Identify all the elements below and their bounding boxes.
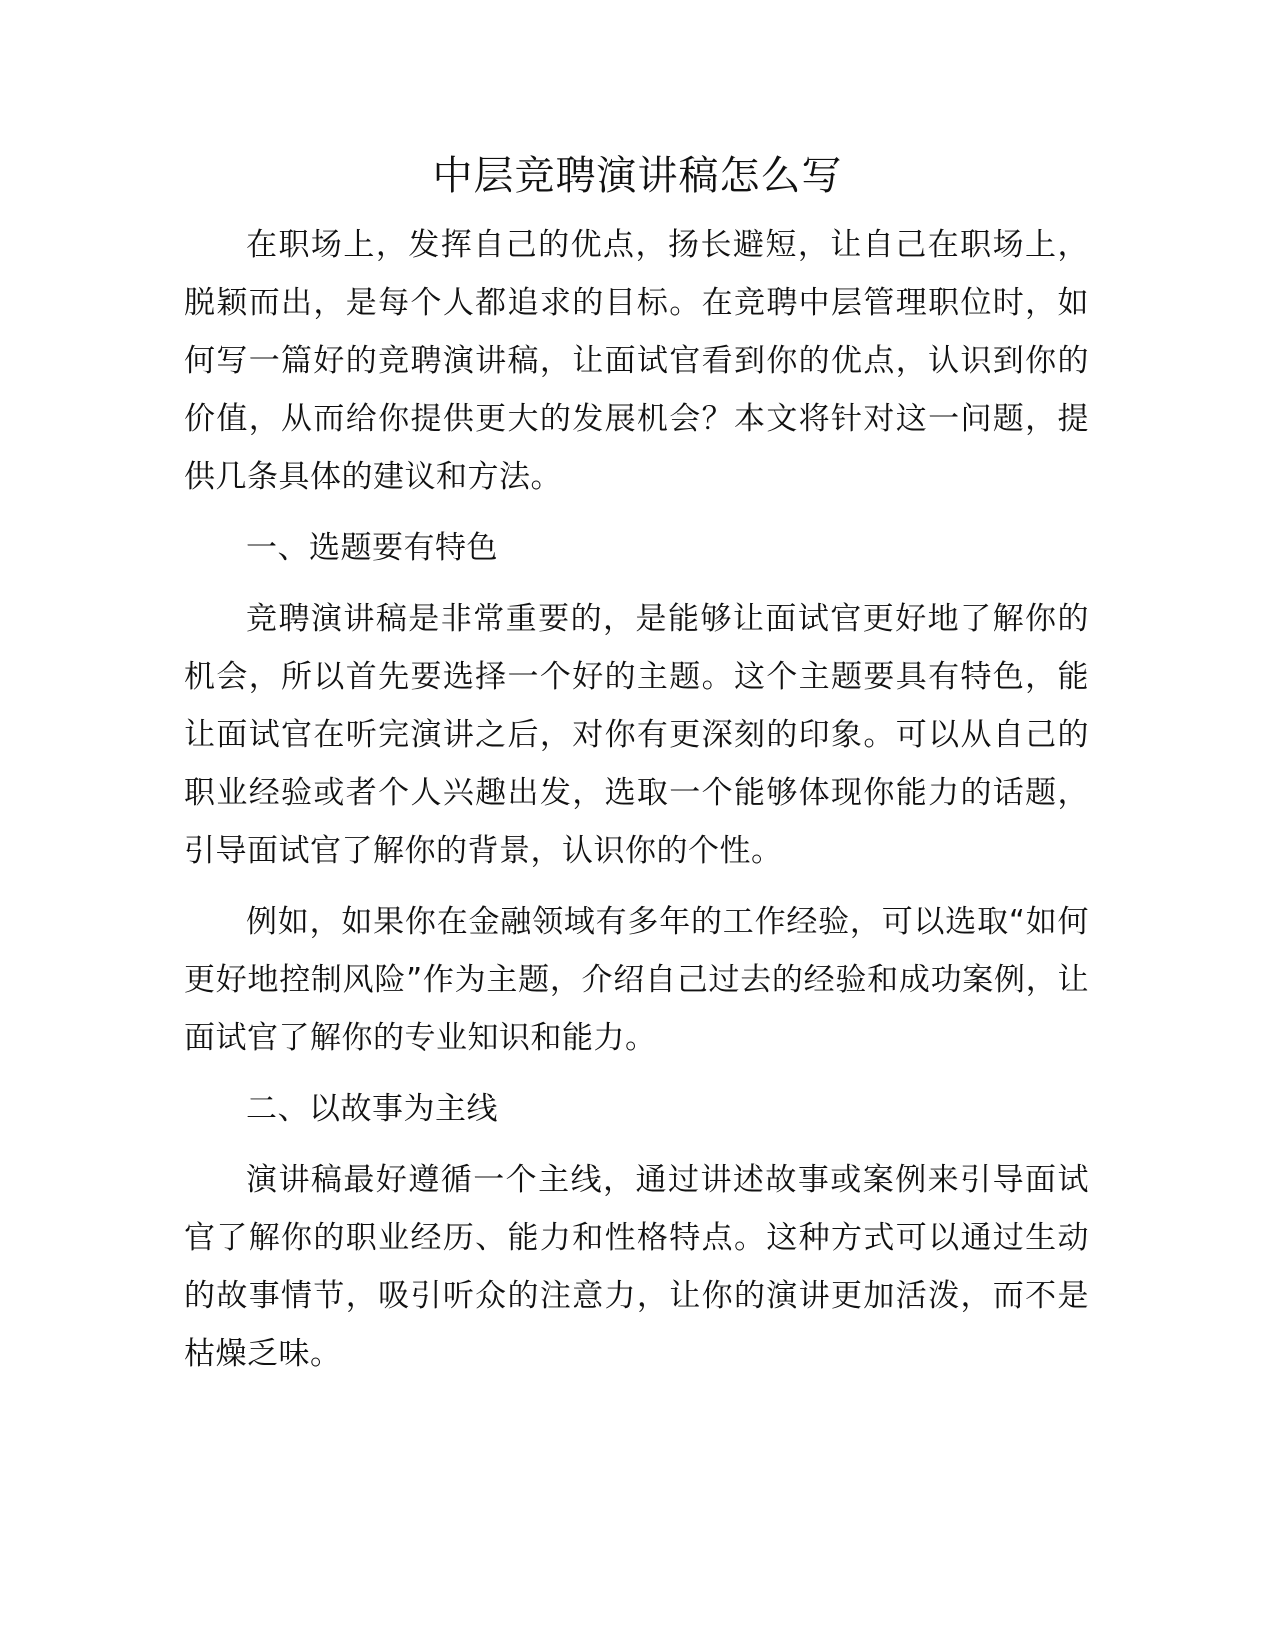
section-1-paragraph: 竞聘演讲稿是非常重要的，是能够让面试官更好地了解你的机会，所以首先要选择一个好的主题。这个主题要具有特色，能让面试官在听完演讲之后，对你有更深刻的印象。可以从自己的职业经验或者个人兴趣出发，选取一个能够体现你能力的话题，引导面试官了解你的背景，认识你的个性。 xyxy=(184,601,1089,869)
section-heading-2: 二、以故事为主线 xyxy=(246,1091,498,1127)
section-heading-1: 一、选题要有特色 xyxy=(246,530,498,566)
document-body xyxy=(184,216,1089,1396)
document-title: 中层竞聘演讲稿怎么写 xyxy=(432,153,843,199)
intro-paragraph: 在职场上，发挥自己的优点，扬长避短，让自己在职场上，脱颖而出，是每个人都追求的目标。在竞聘中层管理职位时，如何写一篇好的竞聘演讲稿，让面试官看到你的优点，认识到你的价值，从而给你提供更大的发展机会？本文将针对这一问题，提供几条具体的建议和方法。 xyxy=(184,227,1089,495)
section-2-paragraph: 演讲稿最好遵循一个主线，通过讲述故事或案例来引导面试官了解你的职业经历、能力和性格特点。这种方式可以通过生动的故事情节，吸引听众的注意力，让你的演讲更加活泼，而不是枯燥乏味。 xyxy=(184,1162,1089,1372)
example-paragraph: 例如，如果你在金融领域有多年的工作经验，可以选取“如何更好地控制风险”作为主题，介绍自己过去的经验和成功案例，让面试官了解你的专业知识和能力。 xyxy=(184,904,1089,1056)
